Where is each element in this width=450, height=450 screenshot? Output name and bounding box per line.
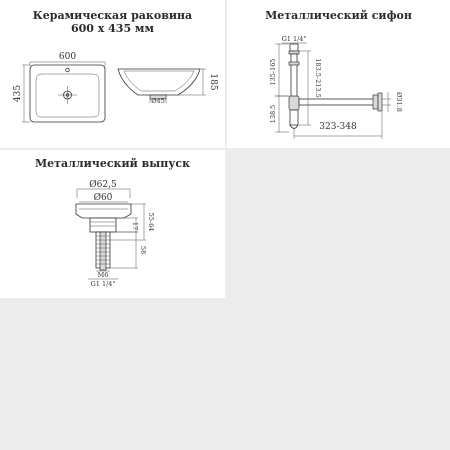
siphon-diameter-dimension <box>382 92 403 112</box>
drain-inner-label: Ø60 <box>93 193 113 203</box>
siphon-pipe <box>289 44 382 129</box>
siphon-lower-label: 138.5 <box>269 104 277 124</box>
drain-body-dimension <box>110 232 147 268</box>
drain-thread-label: G1 1/4" <box>90 280 116 288</box>
empty-bottom-area <box>0 300 450 450</box>
drain-panel <box>0 150 225 298</box>
siphon-drawing <box>227 0 450 148</box>
siphon-upper-label: 135-165 <box>269 58 277 86</box>
drain-bottom-labels <box>88 271 118 288</box>
drain-range-label: 55-64 <box>147 212 155 232</box>
siphon-inner-dimension <box>299 51 322 125</box>
drain-body-label: 58 <box>139 245 147 255</box>
siphon-diameter-label: Ø31.8 <box>395 92 403 112</box>
drain-title: Металлический выпуск <box>34 157 191 170</box>
sink-depth-dimension <box>13 65 30 122</box>
empty-panel <box>227 150 450 298</box>
sink-top-view <box>30 65 105 122</box>
sink-width-label: 600 <box>58 52 77 62</box>
sink-height-label: 185 <box>208 73 218 91</box>
siphon-lower-dimension <box>269 96 289 132</box>
drain-body <box>76 204 131 270</box>
siphon-title: Металлический сифон <box>265 9 412 22</box>
drain-screw-label: M6 <box>97 271 109 279</box>
sink-side-view <box>118 69 200 105</box>
sink-drain-label: Ø45 <box>151 97 165 105</box>
drain-drawing <box>0 150 225 298</box>
sink-subtitle: 600 x 435 мм <box>70 22 155 35</box>
siphon-length-label: 323-348 <box>319 122 357 132</box>
drain-flange-label: 17 <box>131 221 139 231</box>
siphon-inner-label: 183.5-213.5 <box>314 58 322 98</box>
drain-flange-dimension <box>116 218 139 232</box>
drain-outer-label: Ø62,5 <box>89 180 117 190</box>
siphon-length-dimension <box>294 112 382 139</box>
sink-title: Керамическая раковина <box>32 9 193 22</box>
sink-drawing <box>0 0 225 148</box>
siphon-upper-dimension <box>269 44 289 96</box>
siphon-thread-label: G1 1/4" <box>281 35 307 43</box>
sink-panel <box>0 0 225 148</box>
drain-inner-dimension <box>79 192 128 203</box>
sink-depth-label: 435 <box>13 84 23 103</box>
sink-width-dimension <box>30 52 105 66</box>
siphon-panel <box>227 0 450 148</box>
